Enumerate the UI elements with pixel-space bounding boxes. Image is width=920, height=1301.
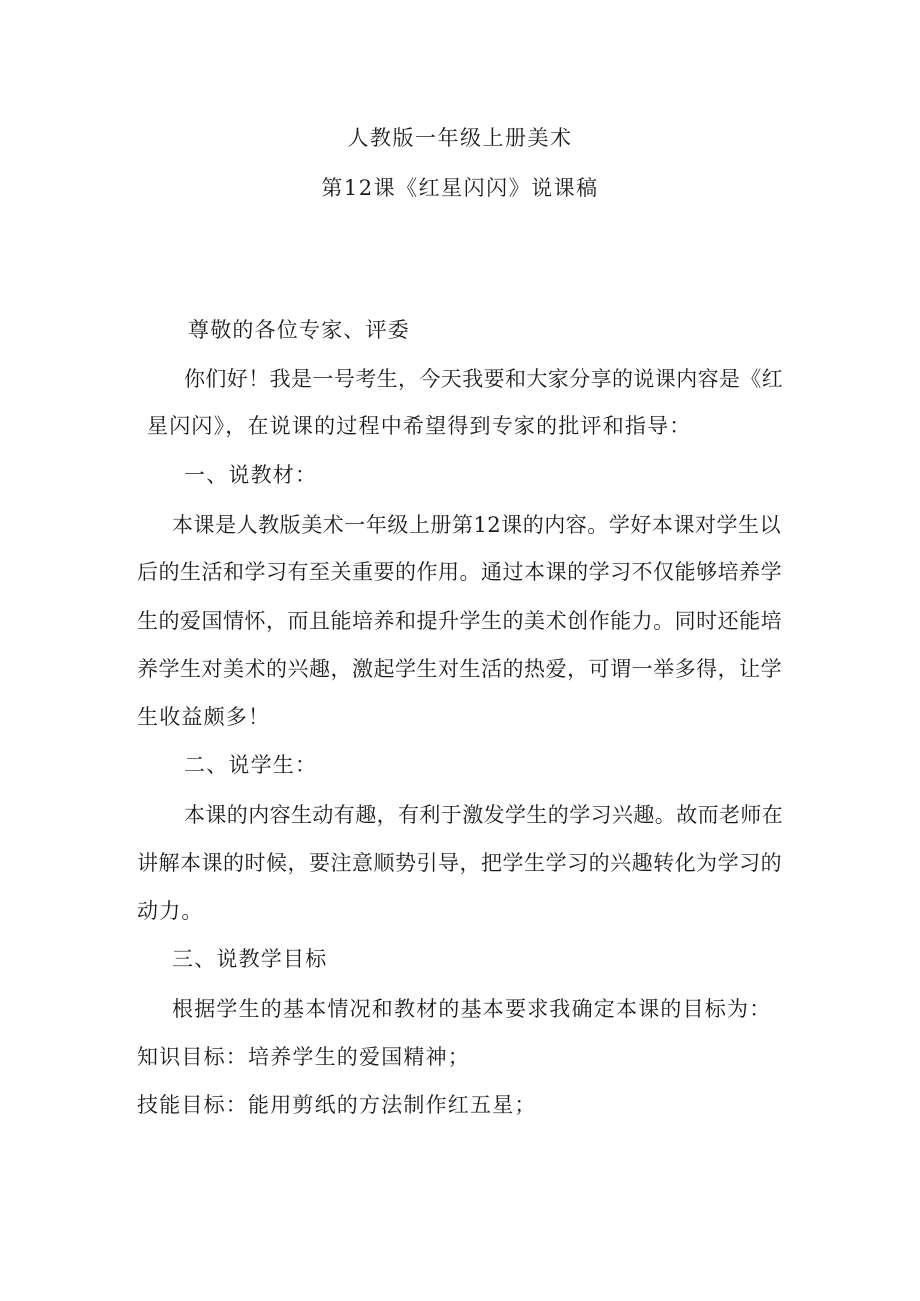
section-heading-textbook: 一、说教材： xyxy=(184,463,318,487)
goal-knowledge: 知识目标：培养学生的爱国精神； xyxy=(137,1045,470,1069)
section1-line-5: 生收益颇多！ xyxy=(137,705,271,729)
section-heading-students: 二、说学生： xyxy=(184,753,318,777)
section1-line-4: 养学生对美术的兴趣，激起学生对生活的热爱，可谓一举多得，让学 xyxy=(137,657,782,681)
goal-skill: 技能目标：能用剪纸的方法制作红五星； xyxy=(137,1093,537,1117)
section1-line-2: 后的生活和学习有至关重要的作用。通过本课的学习不仅能够培养学 xyxy=(137,560,782,584)
section1-line-1: 本课是人教版美术一年级上册第12课的内容。学好本课对学生以 xyxy=(172,513,781,537)
title-line-2: 第12课《红星闪闪》说课稿 xyxy=(321,176,599,200)
section2-line-2: 讲解本课的时候，要注意顺势引导，把学生学习的兴趣转化为学习的 xyxy=(137,851,782,875)
intro-line-2: 星闪闪》，在说课的过程中希望得到专家的批评和指导： xyxy=(147,414,692,438)
section2-line-1: 本课的内容生动有趣，有利于激发学生的学习兴趣。故而老师在 xyxy=(184,803,784,827)
section1-line-3: 生的爱国情怀，而且能培养和提升学生的美术创作能力。同时还能培 xyxy=(137,609,782,633)
intro-line-1: 你们好！我是一号考生，今天我要和大家分享的说课内容是《红 xyxy=(184,367,784,391)
section2-line-3: 动力。 xyxy=(137,899,204,923)
section-heading-goals: 三、说教学目标 xyxy=(172,947,328,971)
greeting: 尊敬的各位专家、评委 xyxy=(188,318,410,342)
section3-intro: 根据学生的基本情况和教材的基本要求我确定本课的目标为： xyxy=(172,997,772,1021)
title-line-1: 人教版一年级上册美术 xyxy=(347,126,573,150)
